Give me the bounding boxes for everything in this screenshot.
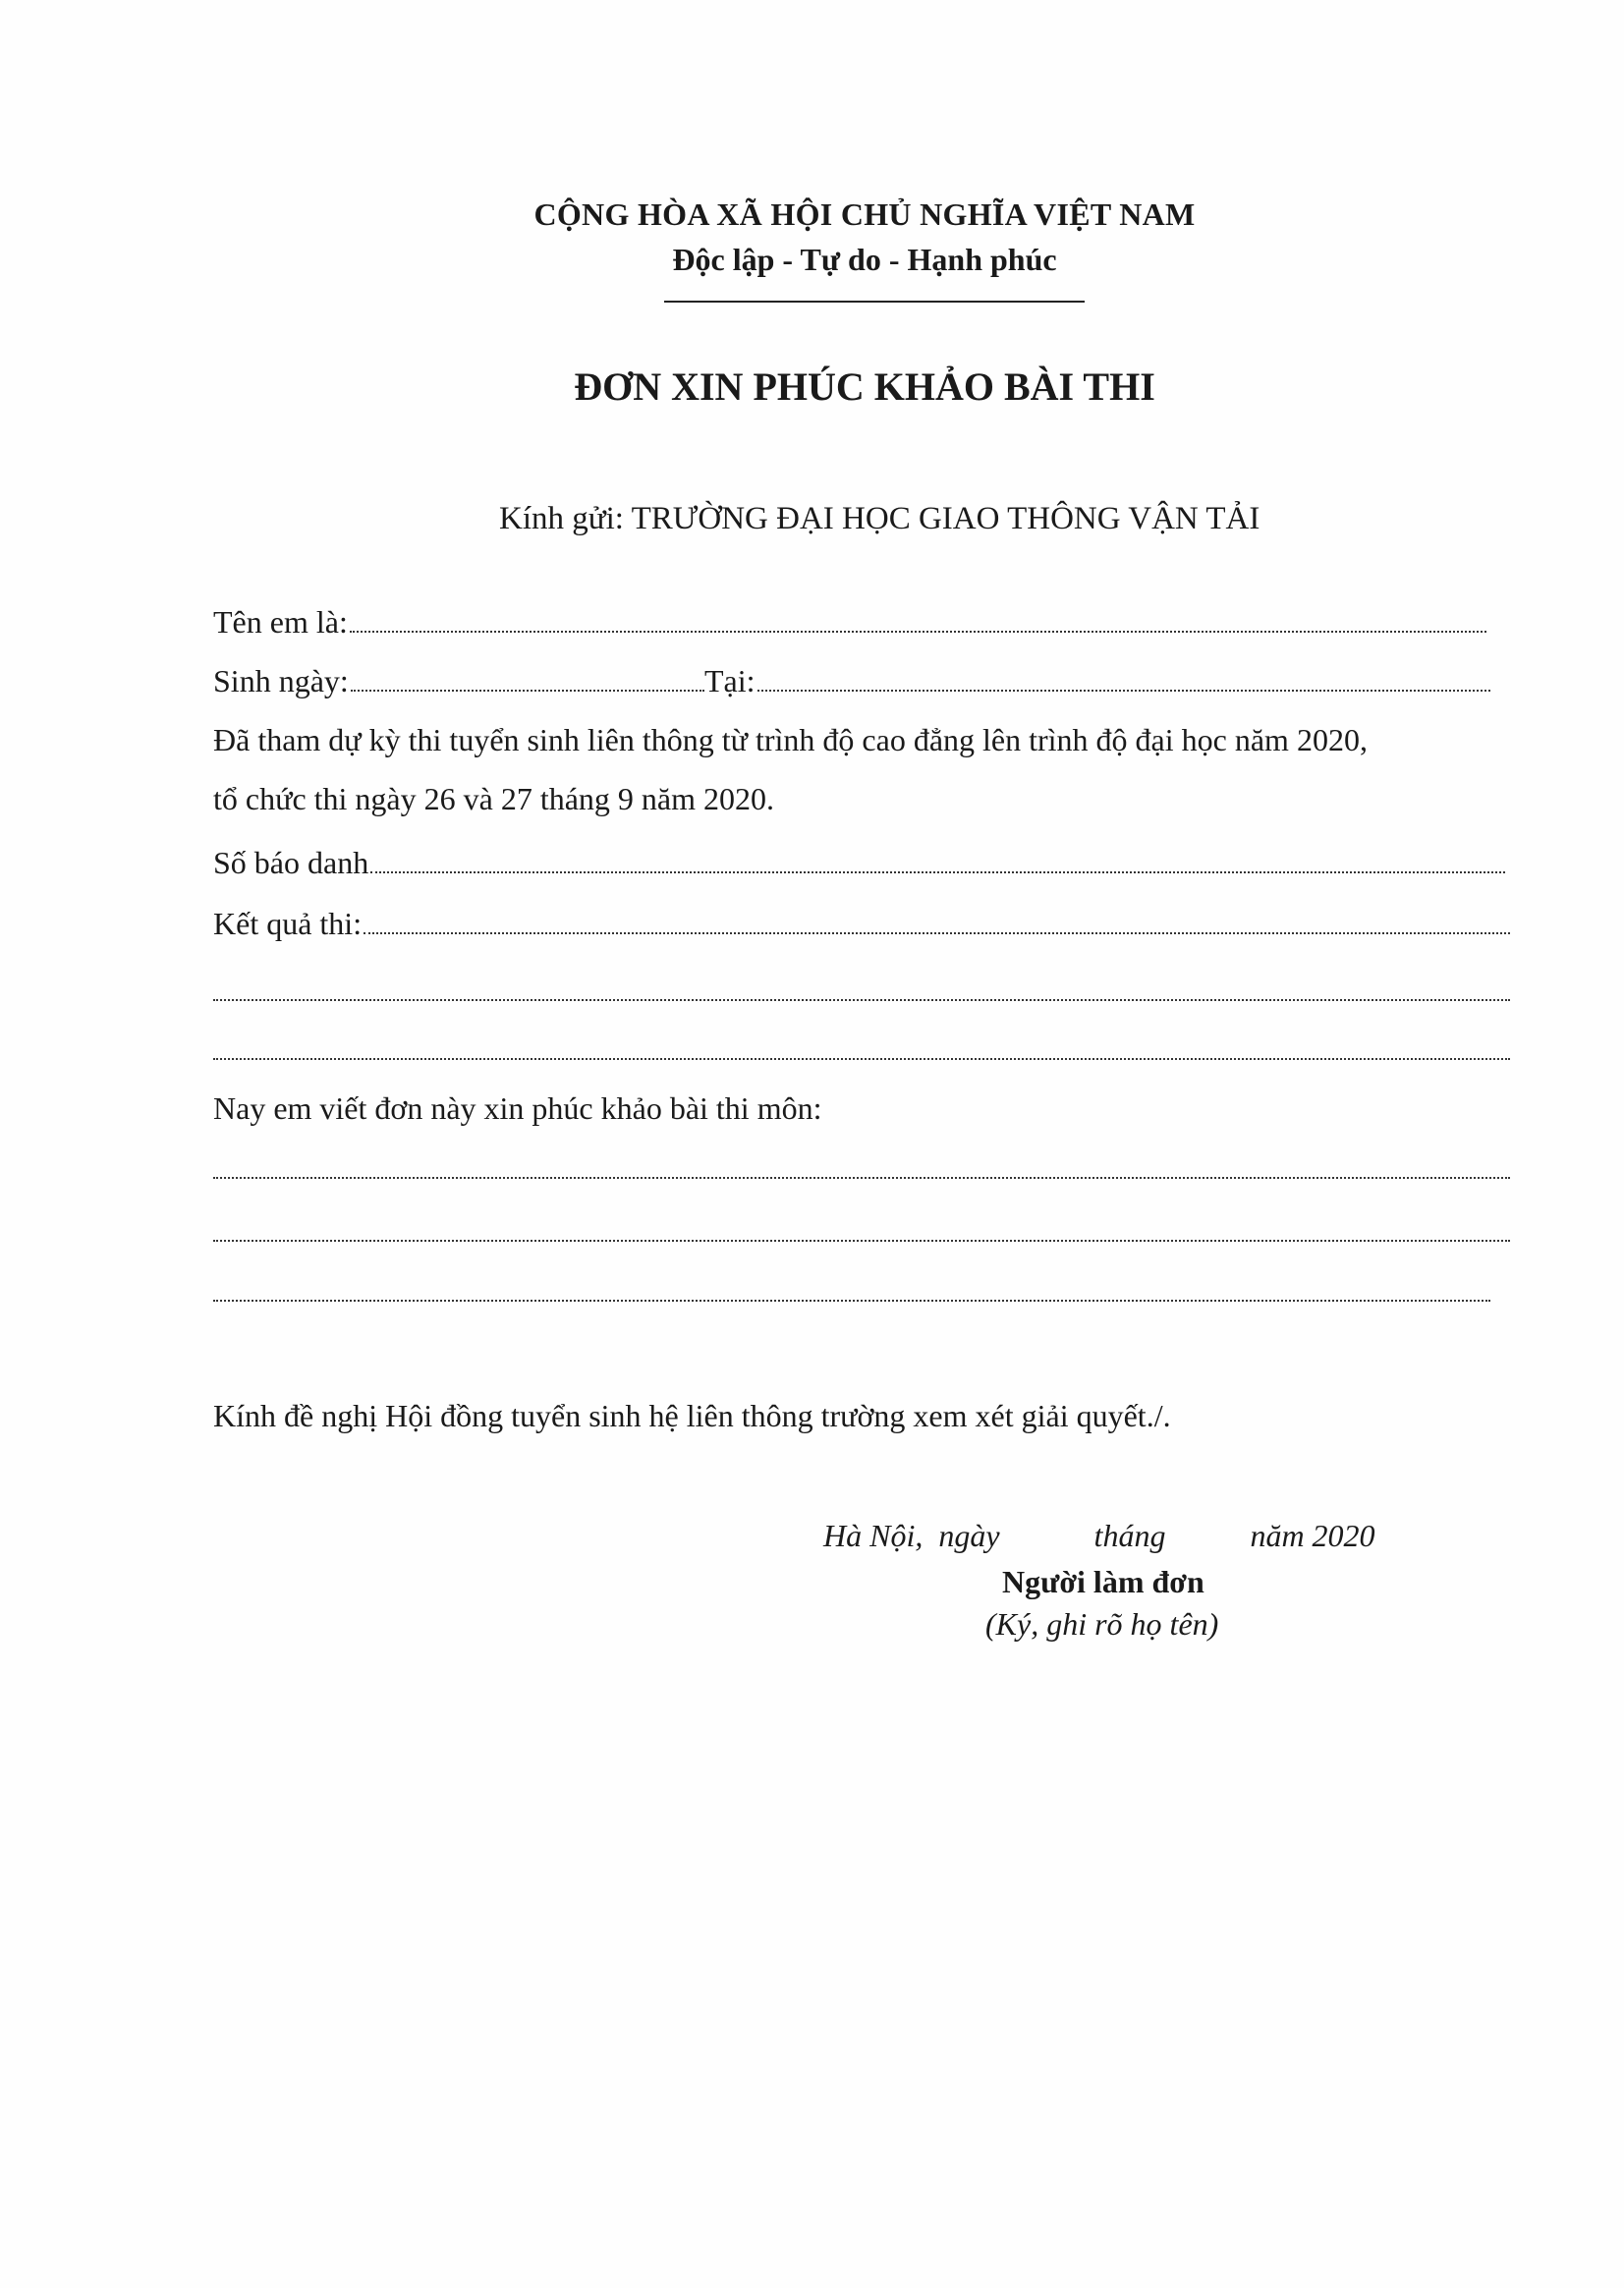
signature-day: ngày <box>938 1518 1000 1553</box>
form-title: ĐƠN XIN PHÚC KHẢO BÀI THI <box>574 364 1155 409</box>
addressee: Kính gửi: TRƯỜNG ĐẠI HỌC GIAO THÔNG VẬN TẢI <box>499 501 1260 536</box>
result-blank[interactable] <box>364 931 1510 934</box>
place-blank[interactable] <box>757 689 1490 692</box>
closing-sentence: Kính đề nghị Hội đồng tuyển sinh hệ liên thông trường xem xét giải quyết./. <box>213 1398 1171 1433</box>
candidate-number-label: Số báo danh <box>213 845 369 880</box>
signature-year: năm 2020 <box>1250 1518 1375 1553</box>
result-blank-line-3[interactable] <box>213 1058 1510 1060</box>
signature-place: Hà Nội, <box>823 1518 924 1553</box>
place-field[interactable] <box>704 663 1490 699</box>
result-field[interactable] <box>213 906 1510 942</box>
request-label: Nay em viết đơn này xin phúc khảo bài thi môn: <box>213 1090 822 1126</box>
signer-title: Người làm đơn <box>1002 1564 1204 1599</box>
request-blank-line-1[interactable] <box>213 1177 1510 1179</box>
result-blank-line-2[interactable] <box>213 999 1510 1001</box>
exam-sentence-2: tổ chức thi ngày 26 và 27 tháng 9 năm 2020. <box>213 781 775 816</box>
signature-month: tháng <box>1093 1518 1166 1553</box>
request-blank-line-2[interactable] <box>213 1240 1510 1242</box>
result-label: Kết quả thi: <box>213 906 363 941</box>
candidate-number-field[interactable] <box>213 845 1505 881</box>
national-motto: Độc lập - Tự do - Hạnh phúc <box>672 242 1057 277</box>
header-divider <box>664 301 1085 303</box>
national-title: CỘNG HÒA XÃ HỘI CHỦ NGHĨA VIỆT NAM <box>533 196 1196 232</box>
exam-sentence-1: Đã tham dự kỳ thi tuyển sinh liên thông từ trình độ cao đẳng lên trình độ đại học năm 2020, <box>213 722 1368 757</box>
dob-blank[interactable] <box>351 689 704 692</box>
dob-field[interactable] <box>213 663 704 699</box>
dob-label: Sinh ngày: <box>213 663 349 698</box>
signature-date-line <box>823 1518 1375 1554</box>
candidate-number-blank[interactable] <box>370 870 1505 873</box>
place-label: Tại: <box>704 663 756 698</box>
name-field[interactable] <box>213 604 1486 641</box>
name-label: Tên em là: <box>213 604 348 640</box>
request-blank-line-3[interactable] <box>213 1300 1490 1302</box>
signature-note: (Ký, ghi rõ họ tên) <box>985 1606 1219 1642</box>
name-blank[interactable] <box>350 630 1486 633</box>
